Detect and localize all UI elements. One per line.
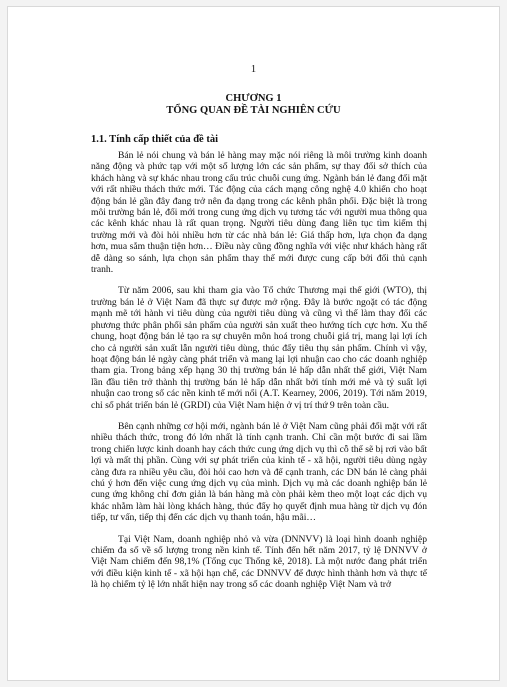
- chapter-title: CHƯƠNG 1: [225, 93, 282, 104]
- paragraph: Bán lẻ nói chung và bán lẻ hàng may mặc nói riêng là môi trường kinh doanh năng động và phức tạp với một số lượng lớn các sản phẩm, sự thay đổi sở thích của khách hàng và sự khác nhau trong cấu trúc chuỗi cung ứng. Ngành bán lẻ đang đối mặt với rất nhiều thách thức mới. Tác động của cách mạng công nghệ 4.0 khiến cho hoạt động bán lẻ gần đây đang trở nên đa dạng trong các kênh phân phối. Đặc biệt là trong môi trường bán lẻ, đổi mới trong cung ứng dịch vụ tương tác với người mua thông qua các kênh khác nhau là rất quan trọng. Người tiêu dùng đang liên tục tìm kiếm thị trường mới và đòi hỏi nhiều hơn từ các nhà bán lẻ: Giá thấp hơn, lựa chọn đa dạng hơn, mua sắm thuận tiện hơn… Điều này cũng đồng nghĩa với việc như khách hàng rất dễ dàng so sánh, lựa chọn sản phẩm thay thế mới được cung cấp bởi đối thủ cạnh tranh.: [91, 150, 427, 276]
- document-page: [7, 6, 500, 681]
- page-number: 1: [250, 64, 257, 75]
- body-text: [91, 150, 427, 591]
- paragraph: Từ năm 2006, sau khi tham gia vào Tổ chức Thương mại thế giới (WTO), thị trường bán lẻ ở Việt Nam đã thực sự được mở rộng. Đây là bước ngoặt có tác động mạnh mẽ tới hành vi tiêu dùng của người tiêu dùng và cũng vì thế làm thay đổi các phương thức phân phối sản phẩm của người sản xuất theo hướng tích cực hơn. Xu thế chung, hoạt động bán lẻ tạo ra sự chuyên môn hoá trong chuỗi giá trị, mang lại lợi ích cho cả người sản xuất lẫn người tiêu dùng, thúc đẩy tiêu thụ sản phẩm. Chính vì vậy, hoạt động bán lẻ ngày càng phát triển và mang lại lợi nhuận cao cho các doanh nghiệp tham gia. Trong bảng xếp hạng 30 thị trường bán lẻ hấp dẫn nhất thế giới, Việt Nam lần đầu tiên trở thành thị trường bán lẻ hấp dẫn nhất bởi tính mới mẻ và tỷ suất lợi nhuận cao trong số các nền kinh tế mới nổi (A.T. Kearney, 2006, 2019). Tới năm 2019, chỉ số phát triển bán lẻ (GRDI) của Việt Nam hiện ở vị trí thứ 9 trên toàn cầu.: [91, 285, 427, 411]
- paragraph: Bên cạnh những cơ hội mới, ngành bán lẻ ở Việt Nam cũng phải đối mặt với rất nhiều thách thức, trong đó lớn nhất là tính cạnh tranh. Chỉ cần một bước đi sai lầm trong chiến lược kinh doanh hay cách thức cung ứng dịch vụ thì cỗ thể sẽ bị rơi vào bất lợi và mất thị phần. Cùng với sự phát triển của kinh tế - xã hội, người tiêu dùng ngày càng đưa ra nhiều yêu cầu, đòi hỏi cao hơn và để cạnh tranh, các DN bán lẻ càng phải chú ý hơn đến việc cung ứng dịch vụ của mình. Dịch vụ mà các doanh nghiệp bán lẻ cung ứng không chỉ đơn giản là bán hàng mà còn phải kèm theo một loạt các dịch vụ khác nhằm làm hài lòng khách hàng, thúc đẩy họ quyết định mua hàng từ dịch vụ đón tiếp, tư vấn, tiếp thị đến các dịch vụ thanh toán, hậu mãi…: [91, 420, 427, 524]
- chapter-subtitle: TỔNG QUAN ĐỀ TÀI NGHIÊN CỨU: [166, 105, 341, 116]
- paragraph: Tại Việt Nam, doanh nghiệp nhỏ và vừa (DNNVV) là loại hình doanh nghiệp chiếm đa số về số lượng trong nền kinh tế. Tính đến hết năm 2017, tỷ lệ DNNVV ở Việt Nam chiếm đến 98,1% (Tổng cục Thống kê, 2018). Là một nước đang phát triển với điều kiện kinh tế - xã hội hạn chế, các DNNVV để được hình thành hơn và thực tế là họ chiếm tỷ lệ lớn nhất hiện nay trong số các doanh nghiệp Việt Nam và trở: [91, 533, 427, 591]
- section-heading: 1.1. Tính cấp thiết của đề tài: [91, 134, 218, 145]
